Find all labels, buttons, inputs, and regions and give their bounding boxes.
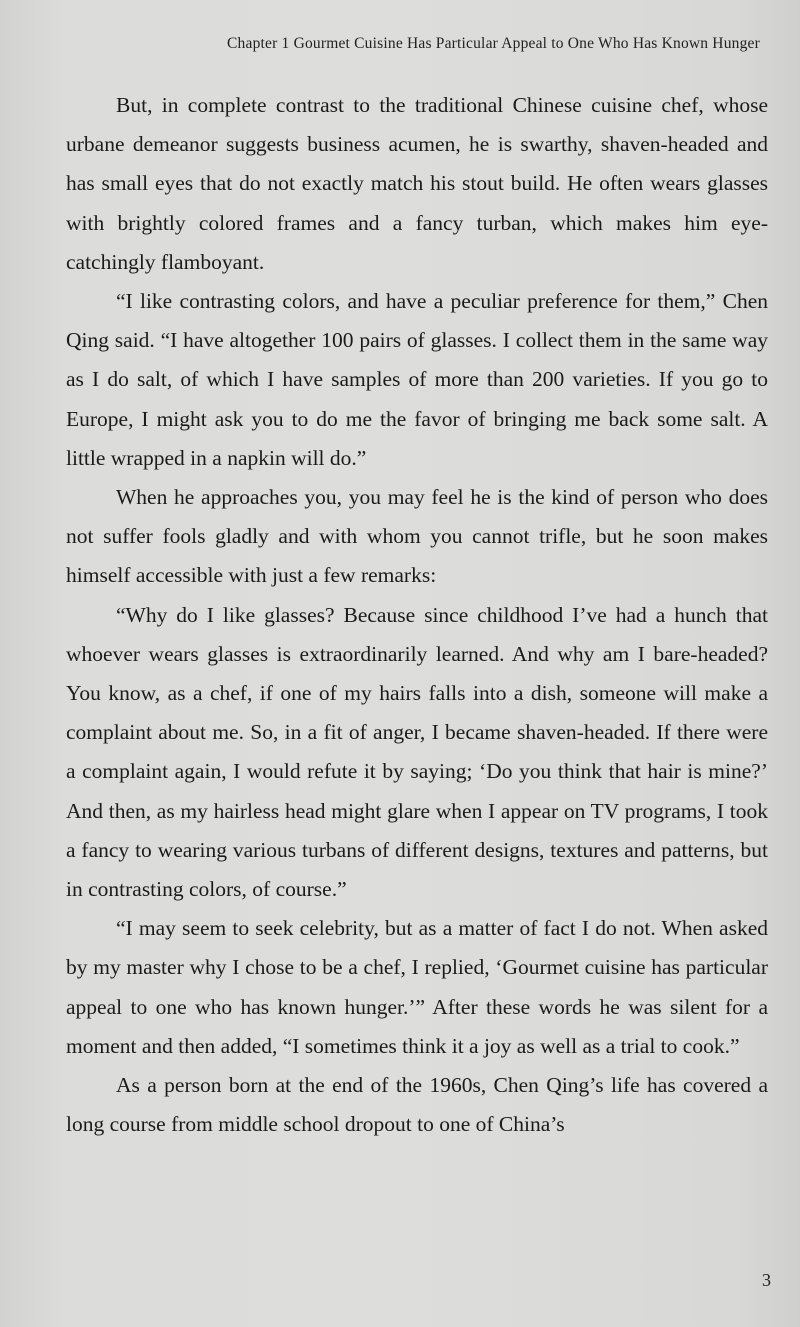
paragraph-3: When he approaches you, you may feel he is the kind of person who does not suffer fools gladly and with whom you cannot trifle, but he soon makes himself accessible with just a few remarks:: [66, 485, 768, 588]
page-body: [66, 86, 768, 1144]
paragraph-1: But, in complete contrast to the traditional Chinese cuisine chef, whose urbane demeanor suggests business acumen, he is swarthy, shaven-headed and has small eyes that do not exactly match his stout build. He often wears glasses with brightly colored frames and a fancy turban, which makes him eye-catchingly flamboyant.: [66, 93, 768, 274]
paragraph-6: As a person born at the end of the 1960s, Chen Qing’s life has covered a long course from middle school dropout to one of China’s: [66, 1073, 768, 1137]
paragraph-4: “Why do I like glasses? Because since childhood I’ve had a hunch that whoever wears glasses is extraordinarily learned. And why am I bare-headed? You know, as a chef, if one of my hairs falls into a dish, someone will make a complaint about me. So, in a fit of anger, I became shaven-headed. If there were a complaint again, I would refute it by saying; ‘Do you think that hair is mine?’ And then, as my hairless head might glare when I appear on TV programs, I took a fancy to wearing various turbans of different designs, textures and patterns, but in contrasting colors, of course.”: [66, 602, 768, 902]
paragraph-5: “I may seem to seek celebrity, but as a matter of fact I do not. When asked by my master why I chose to be a chef, I replied, ‘Gourmet cuisine has particular appeal to one who has known hunger.’” After these words he was silent for a moment and then added, “I sometimes think it a joy as well as a trial to cook.”: [66, 916, 768, 1058]
paragraph-2: “I like contrasting colors, and have a peculiar preference for them,” Chen Qing said. “I have altogether 100 pairs of glasses. I collect them in the same way as I do salt, of which I have samples of more than 200 varieties. If you go to Europe, I might ask you to do me the favor of bringing me back some salt. A little wrapped in a napkin will do.”: [66, 289, 768, 470]
running-header: Chapter 1 Gourmet Cuisine Has Particular Appeal to One Who Has Known Hunger: [227, 35, 760, 52]
page-number: 3: [762, 1270, 771, 1290]
